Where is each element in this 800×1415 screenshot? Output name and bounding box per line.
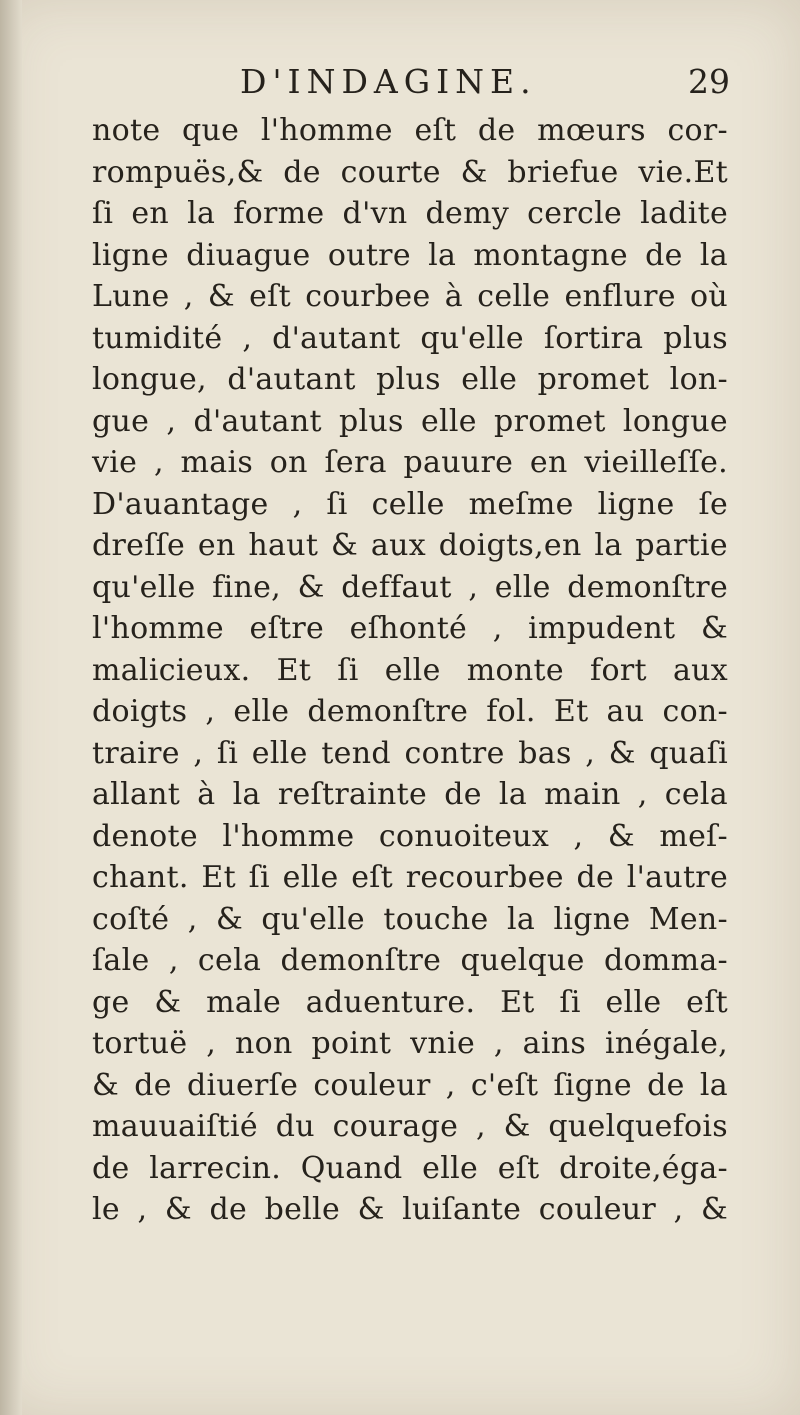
page-number: 29 (688, 62, 730, 101)
text-line: vie , mais on ſera pauure en vieilleſſe. (92, 445, 728, 480)
text-line: denote l'homme conuoiteux , & meſ- (92, 818, 728, 854)
text-line: de larrecin. Quand elle eſt droite,éga- (92, 1150, 728, 1186)
text-line: ge & male aduenture. Et ſi elle eſt (92, 984, 728, 1020)
text-line: traire , ſi elle tend contre bas , & quaſi (92, 735, 728, 771)
text-line: dreſſe en haut & aux doigts,en la partie (92, 528, 728, 563)
text-line: note que l'homme eſt de mœurs cor- (92, 113, 728, 148)
text-line: tortuë , non point vnie , ains inégale, (92, 1026, 728, 1061)
text-line: gue , d'autant plus elle promet longue (92, 403, 728, 439)
text-line: allant à la reſtrainte de la main , cela (92, 777, 728, 812)
text-line: le , & de belle & luiſante couleur , & (92, 1192, 728, 1227)
page-gutter (0, 0, 22, 1415)
text-line: qu'elle fine, & deffaut , elle demonſtre (92, 569, 728, 605)
body-text (92, 110, 742, 1231)
running-head: D'INDAGINE. (240, 62, 537, 101)
text-line: ſi en la forme d'vn demy cercle ladite (92, 196, 728, 231)
text-line: coſté , & qu'elle touche la ligne Men- (92, 901, 728, 937)
text-line: rompuës,& de courte & briefue vie.Et (92, 154, 728, 190)
text-line: longue, d'autant plus elle promet lon- (92, 362, 728, 397)
page-header (100, 62, 730, 112)
text-line: & de diuerſe couleur , c'eſt ſigne de la (92, 1067, 728, 1103)
text-line: l'homme eſtre eſhonté , impudent & (92, 611, 728, 646)
text-line: doigts , elle demonſtre fol. Et au con- (92, 694, 728, 729)
text-line: Lune , & eſt courbee à celle enflure où (92, 279, 728, 314)
text-line: ligne diuague outre la montagne de la (92, 237, 728, 273)
text-line: malicieux. Et ſi elle monte fort aux (92, 652, 728, 688)
text-line: D'auantage , ſi celle meſme ligne ſe (92, 486, 728, 522)
text-line: ſale , cela demonſtre quelque domma- (92, 943, 728, 978)
text-line: chant. Et ſi elle eſt recourbee de l'autre (92, 860, 728, 895)
text-line: mauuaiſtié du courage , & quelquefois (92, 1109, 728, 1144)
text-line: tumidité , d'autant qu'elle ſortira plus (92, 320, 728, 356)
